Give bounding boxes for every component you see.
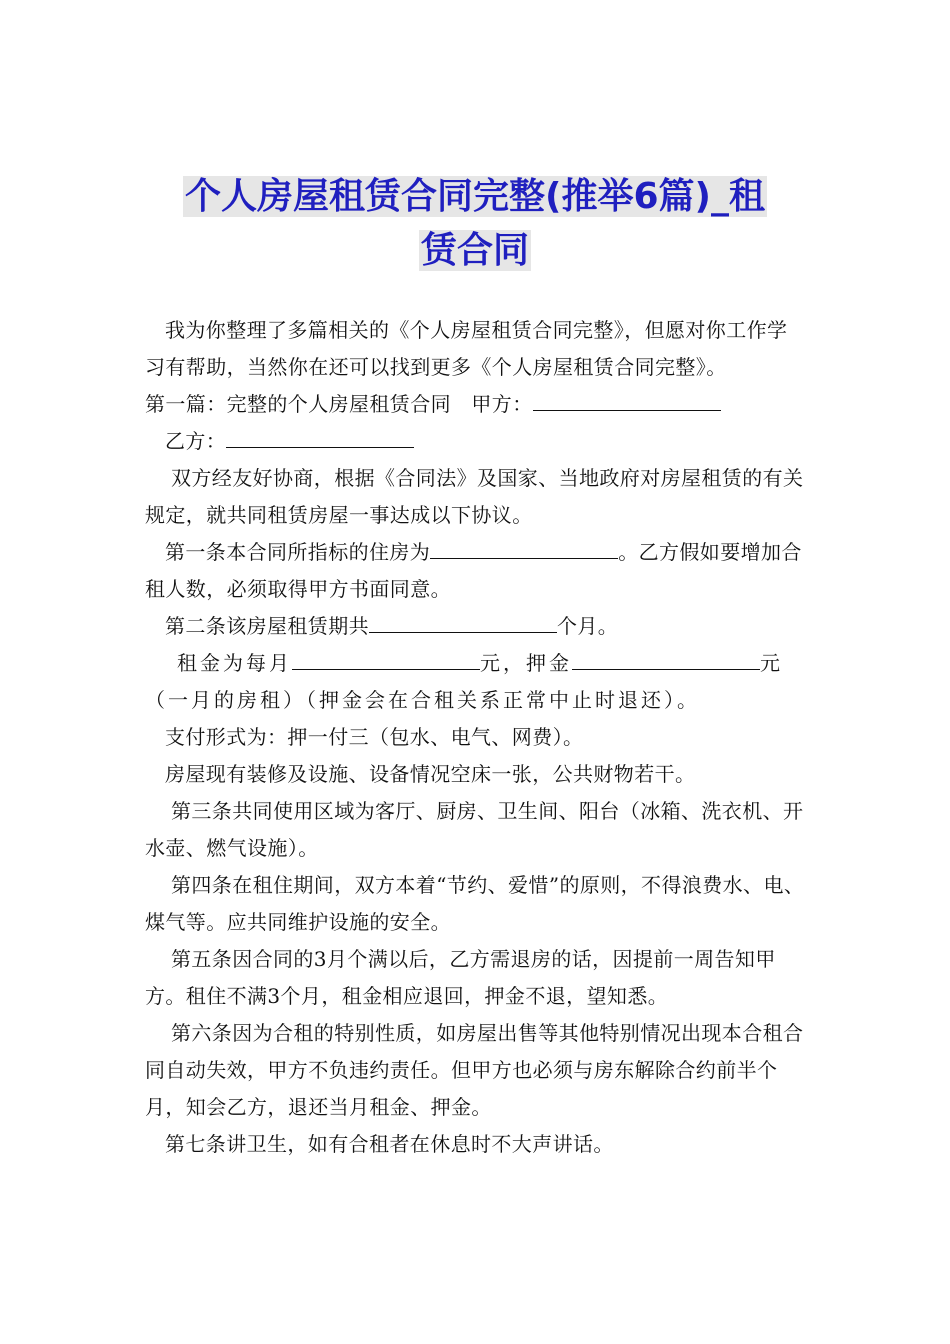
title-line-2: 赁合同 [420, 230, 529, 271]
article-6: 第六条因为合租的特别性质，如房屋出售等其他特别情况出现本合租合同自动失效，甲方不负违约责任。但甲方也必须与房东解除合约前半个月，知会乙方，退还当月租金、押金。 [145, 1021, 804, 1119]
article-2-blank [369, 612, 557, 633]
article-3: 第三条共同使用区域为客厅、厨房、卫生间、阳台（冰箱、洗衣机、开水壶、燃气设施）。 [145, 799, 804, 860]
first-article-heading-text: 第一篇：完整的个人房屋租赁合同 甲方： [145, 392, 533, 416]
rent-blank [292, 649, 480, 670]
article-1 [145, 534, 807, 608]
article-2-start: 第二条该房屋租赁期共 [165, 614, 369, 638]
party-b-label: 乙方： [165, 429, 227, 453]
article-7: 第七条讲卫生，如有合租者在休息时不大声讲话。 [165, 1132, 614, 1156]
title-line-1: 个人房屋租赁合同完整(推举6篇)_租 [185, 176, 765, 217]
intro-paragraph: 我为你整理了多篇相关的《个人房屋租赁合同完整》，但愿对你工作学习有帮助，当然你在还可以找到更多《个人房屋租赁合同完整》。 [145, 318, 788, 379]
party-a-blank [533, 390, 721, 411]
agreement-paragraph: 双方经友好协商，根据《合同法》及国家、当地政府对房屋租赁的有关规定，就共同租赁房屋一事达成以下协议。 [145, 466, 804, 527]
first-article-heading [145, 386, 807, 423]
rent-middle: 元，押金 [480, 651, 572, 675]
article-4: 第四条在租住期间，双方本着“节约、爱惜”的原则，不得浪费水、电、煤气等。应共同维护设施的安全。 [145, 873, 805, 934]
party-b-line [145, 423, 807, 460]
article-1-start: 第一条本合同所指标的住房为 [165, 540, 431, 564]
article-1-end: 。乙方假如要增加合租人数，必须取得甲方书面同意。 [145, 540, 802, 601]
article-5: 第五条因合同的3月个满以后，乙方需退房的话，因提前一周告知甲方。租住不满3个月，租金相应退回，押金不退，望知悉。 [145, 947, 776, 1008]
rent-start: 租金为每月 [177, 651, 292, 675]
facilities-paragraph: 房屋现有装修及设施、设备情况空床一张，公共财物若干。 [165, 762, 696, 786]
article-2 [145, 608, 807, 645]
document-body [145, 312, 807, 1163]
document-title [120, 170, 830, 278]
payment-paragraph: 支付形式为：押一付三（包水、电气、网费）。 [165, 725, 584, 749]
rent-paragraph [145, 645, 807, 719]
rent-end: 元（一月的房租）（押金会在合租关系正常中止时退还）。 [145, 651, 783, 712]
article-2-end: 个月。 [557, 614, 619, 638]
article-1-blank [430, 538, 618, 559]
party-b-blank [226, 427, 414, 448]
deposit-blank [572, 649, 760, 670]
